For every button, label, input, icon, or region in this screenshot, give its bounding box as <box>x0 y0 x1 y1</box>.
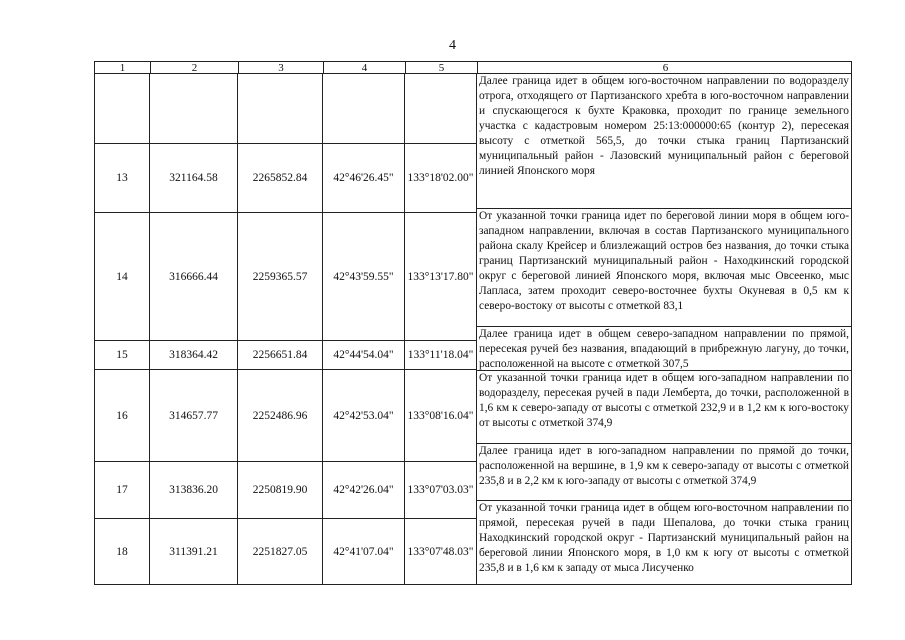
boundary-description: От указанной точки граница идет по береговой линии моря в общем юго-западном направлении, включая в состав Партизанского муниципального района скалу Крейсер и близлежащий остров без названия, до точки стыка границ Партизанский муниципальный район - Находкинский городской округ с береговой линией Японского моря, включая мыс Овсеенко, мыс Лапласа, затем проходит северо-восточнее бухты Окуневая в 0,5 км к северо-востоку от высоты с отметкой 83,1 <box>479 210 849 312</box>
column-header-1: 1 <box>119 62 126 74</box>
boundary-description: Далее граница идет в общем юго-восточном направлении по водоразделу отрога, отходящего от Партизанского хребта в юго-восточном направлении и спускающегося к бухте Краковка, проходит по границе земельного участка с кадастровым номером 25:13:000000:65 (контур 2), пересекая высоту с отметкой 565,5, до точки стыка границ Партизанский муниципальный район - Лазовский муниципальный район с береговой линией Японского моря <box>479 75 849 177</box>
y-coordinate: 2259365.57 <box>252 270 308 283</box>
latitude: 42°43'59.55" <box>333 270 394 283</box>
boundary-coordinates-table <box>94 61 852 585</box>
page-number: 4 <box>449 38 456 53</box>
x-coordinate: 316666.44 <box>169 270 218 283</box>
latitude: 42°42'53.04" <box>333 409 394 422</box>
column-header-4: 4 <box>323 62 405 73</box>
y-coordinate: 2251827.05 <box>252 545 308 558</box>
longitude: 133°18'02.00" <box>407 172 474 184</box>
boundary-description: Далее граница идет в общем северо-западном направлении по прямой, пересекая ручей без названия, впадающий в прибрежную лагуну, до точки, расположенной на высоте с отметкой 307,5 <box>479 328 849 370</box>
point-number: 13 <box>116 172 128 184</box>
x-coordinate: 313836.20 <box>169 484 218 496</box>
point-number: 15 <box>116 349 128 361</box>
column-header-3: 3 <box>238 62 323 73</box>
boundary-description: От указанной точки граница идет в общем юго-восточном направлении по прямой, пересекая ручей в пади Шепалова, до точки стыка границ Находкинский городской округ - Партизанский муниципальный район на береговой линии Японского моря, в 1,0 км к югу от высоты с отметкой 235,8 и в 1,6 км к западу от мыса Лисученко <box>479 502 849 574</box>
longitude: 133°11'18.04" <box>407 349 474 361</box>
latitude: 42°44'54.04" <box>333 349 394 361</box>
latitude: 42°41'07.04" <box>333 545 394 558</box>
point-number: 18 <box>116 545 128 558</box>
point-number: 17 <box>116 484 128 496</box>
longitude: 133°07'48.03" <box>407 545 474 558</box>
column-divider <box>476 73 477 584</box>
point-number: 14 <box>116 270 128 283</box>
longitude: 133°08'16.04" <box>407 409 474 422</box>
boundary-description: От указанной точки граница идет в общем юго-западном направлении по водоразделу, пересекая ручей в пади Лемберта, до точки, расположенной в 1,6 км к северо-западу от высоты с отметкой 232,9 и в 1,2 км к юго-востоку от высоты с отметкой 374,9 <box>479 372 849 429</box>
y-coordinate: 2256651.84 <box>252 349 308 361</box>
x-coordinate: 318364.42 <box>169 349 218 361</box>
y-coordinate: 2265852.84 <box>252 172 308 184</box>
longitude: 133°13'17.80" <box>407 270 474 283</box>
column-header-2: 2 <box>150 62 238 73</box>
latitude: 42°46'26.45" <box>333 172 394 184</box>
column-header-6: 6 <box>477 62 853 73</box>
column-header-5: 5 <box>405 62 477 73</box>
x-coordinate: 314657.77 <box>169 409 218 422</box>
point-number: 16 <box>116 409 128 422</box>
x-coordinate: 311391.21 <box>169 545 218 558</box>
latitude: 42°42'26.04" <box>333 484 394 496</box>
y-coordinate: 2252486.96 <box>252 409 308 422</box>
x-coordinate: 321164.58 <box>169 172 218 184</box>
y-coordinate: 2250819.90 <box>252 484 308 496</box>
table-body <box>94 73 852 585</box>
longitude: 133°07'03.03" <box>407 484 474 496</box>
boundary-description: Далее граница идет в юго-западном направлении по прямой до точки, расположенной на вершине, в 1,9 км к северо-западу от высоты с отметкой 235,8 и в 2,2 км к юго-западу от высоты с отметкой 374,9 <box>479 445 849 487</box>
